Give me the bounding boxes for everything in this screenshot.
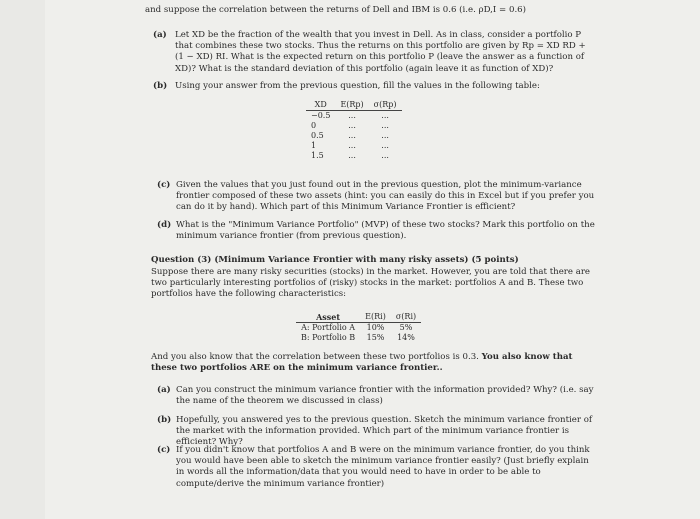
q2-table: [306, 100, 402, 161]
table-row: [306, 111, 402, 122]
q2d-label: (d): [157, 220, 172, 230]
correlation-text: And you also know that the correlation between these two portfolios is 0.3.: [151, 352, 479, 362]
header: E(Rp): [335, 100, 368, 111]
cell: ...: [381, 121, 389, 130]
q2c-label: (c): [157, 180, 171, 190]
cell: −0.5: [311, 111, 331, 120]
cell: 14%: [397, 333, 415, 342]
cell: ...: [381, 111, 389, 120]
q2c-text: Given the values that you just found out in the previous question, plot the minimum-variance frontier composed of these two assets (hint: you can easily do this in Excel but if you prefer you can do it by hand). Which part of this Minimum Variance Frontier is efficient?: [176, 180, 595, 213]
correlation-bold-text: You also know that these two portfolios ARE on the minimum variance frontier..: [151, 352, 573, 374]
table-row: [296, 333, 421, 343]
cell: 5%: [399, 323, 413, 332]
header: Asset: [296, 312, 360, 323]
cell: ...: [348, 111, 356, 120]
q3a-text: Can you construct the minimum variance frontier with the information provided? Why? (i.e. say the name of the theorem we discussed in class): [176, 385, 594, 407]
cell: ...: [381, 131, 389, 140]
cell: ...: [381, 141, 389, 150]
cell: ...: [381, 151, 389, 160]
header: σ(Rp): [369, 100, 402, 111]
cell: ...: [348, 121, 356, 130]
q3-correlation: [151, 352, 591, 374]
table-row: [306, 121, 402, 131]
q3b-label: (b): [157, 415, 172, 425]
q3c-label: (c): [157, 445, 171, 455]
table-row: [306, 151, 402, 161]
q3a-label: (a): [157, 385, 171, 395]
table-row: [306, 131, 402, 141]
q2d-text: What is the "Minimum Variance Portfolio" (MVP) of these two stocks? Mark this portfolio on the minimum variance frontier (from previous question).: [176, 220, 595, 242]
cell: A: Portfolio A: [301, 323, 356, 332]
q3-table: [296, 312, 421, 343]
cell: ...: [348, 131, 356, 140]
table-row: [296, 323, 421, 334]
cell: B: Portfolio B: [301, 333, 356, 342]
table-row: [306, 141, 402, 151]
cell: ...: [348, 141, 356, 150]
q3c-text: If you didn't know that portfolios A and B were on the minimum variance frontier, do you think you would have been able to sketch the minimum variance frontier easily? (Just briefly explain in words all the information/data that you would need to have in order to be able to compute/derive the minimum variance frontier): [176, 445, 590, 489]
header: E(Ri): [360, 312, 391, 323]
q2a-text: Let XD be the fraction of the wealth that you invest in Dell. As in class, consider a portfolio P that combines these two stocks. Thus the returns on this portfolio are given by Rp = XD RD + (1 − XD) RI. What is the expected return on this portfolio P (leave the answer as a function of XD)? What is the standard deviation of this portfolio (again leave it as function of XD)?: [175, 30, 586, 74]
q3b-text: Hopefully, you answered yes to the previous question. Sketch the minimum variance frontier of the market with the information provided. Which part of the minimum variance frontier is efficient? Why?: [176, 415, 593, 448]
cell: 0.5: [311, 131, 324, 140]
q3-heading: Question (3) (Minimum Variance Frontier with many risky assets) (5 points): [151, 255, 519, 265]
header: σ(Ri): [391, 312, 421, 323]
intro-text: and suppose the correlation between the returns of Dell and IBM is 0.6 (i.e. ρD,I = 0.6): [145, 5, 526, 15]
cell: 10%: [366, 323, 385, 332]
cell: 0: [311, 121, 317, 130]
q2b-label: (b): [153, 81, 168, 91]
q2b-text: Using your answer from the previous question, fill the values in the following table:: [175, 81, 540, 91]
q2a-label: (a): [153, 30, 167, 40]
cell: 1.5: [311, 151, 324, 160]
cell: ...: [348, 151, 356, 160]
cell: 1: [311, 141, 317, 150]
cell: 15%: [366, 333, 385, 342]
q3-intro: Suppose there are many risky securities (stocks) in the market. However, you are told that there are two particularly interesting portfolios of (risky) stocks in the market: portfolios A and B. These two portfolios have the following characteristics:: [151, 267, 591, 300]
header: XD: [306, 100, 335, 111]
